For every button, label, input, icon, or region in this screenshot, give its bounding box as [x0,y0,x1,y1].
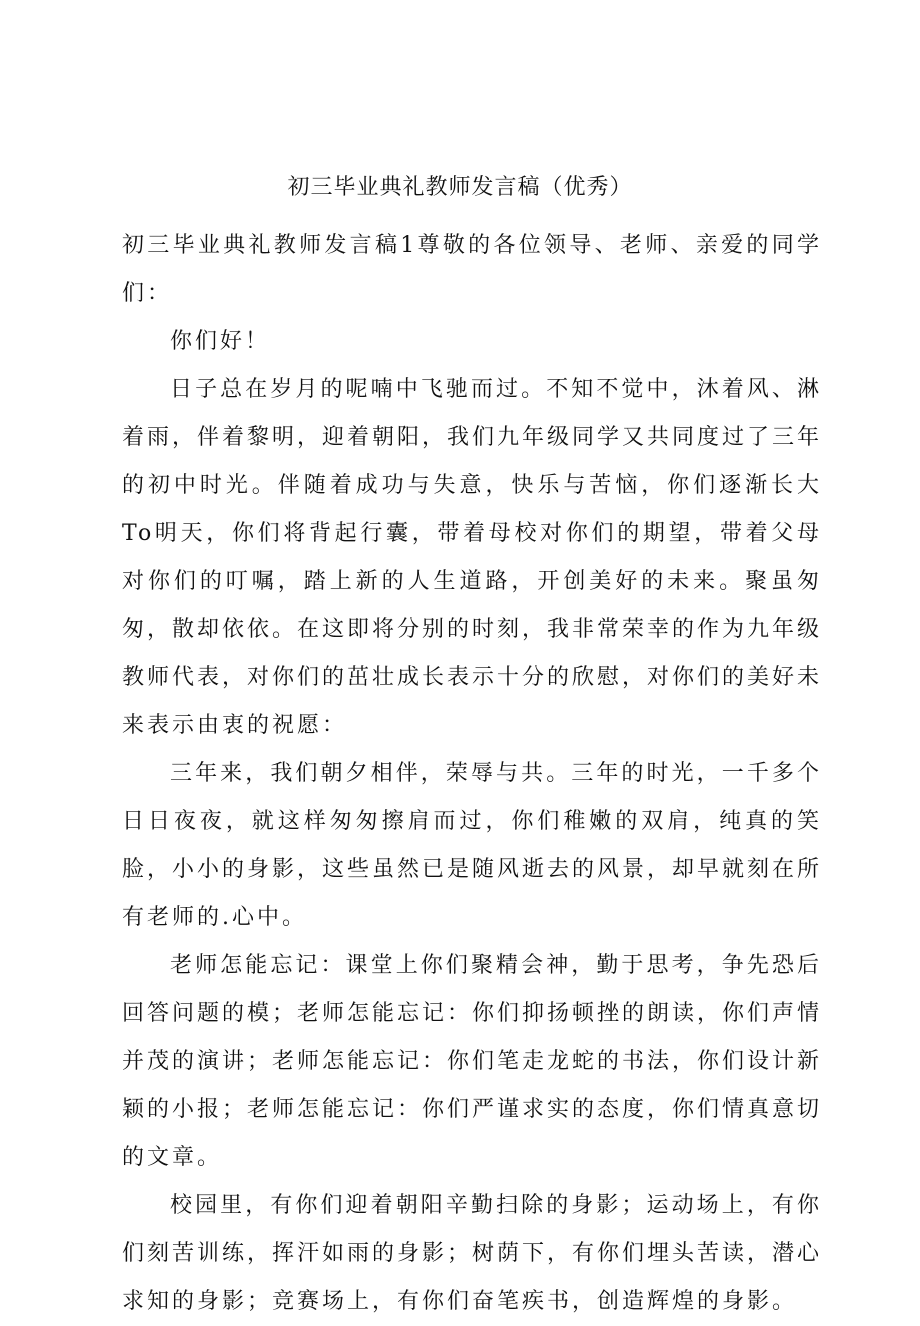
greeting-line: 你们好！ [170,329,271,354]
paragraph: 三年来，我们朝夕相伴，荣辱与共。三年的时光，一千多个日日夜夜，就这样匆匆擦肩而过，你们稚嫩的双肩，纯真的笑脸，小小的身影，这些虽然已是随风逝去的风景，却早就刻在所有老师的.心中。 [122,761,823,930]
paragraph: 日子总在岁月的呢喃中飞驰而过。不知不觉中，沐着风、淋着雨，伴着黎明，迎着朝阳，我们九年级同学又共同度过了三年的初中时光。伴随着成功与失意，快乐与苦恼，你们逐渐长大To明天，你们将背起行囊，带着母校对你们的期望，带着父母对你们的叮嘱，踏上新的人生道路，开创美好的未来。聚虽匆匆，散却依依。在这即将分别的时刻，我非常荣幸的作为九年级教师代表，对你们的茁壮成长表示十分的欣慰，对你们的美好未来表示由衷的祝愿： [122,377,823,738]
document-body [122,222,822,1326]
paragraph: 校园里，有你们迎着朝阳辛勤扫除的身影；运动场上，有你们刻苦训练，挥汗如雨的身影；树荫下，有你们埋头苦读，潜心求知的身影；竞赛场上，有你们奋笔疾书，创造辉煌的身影。 [122,1193,823,1314]
document-title: 初三毕业典礼教师发言稿（优秀） [287,175,633,200]
paragraph: 老师怎能忘记：课堂上你们聚精会神，勤于思考，争先恐后回答问题的模；老师怎能忘记：你们抑扬顿挫的朗读，你们声情并茂的演讲；老师怎能忘记：你们笔走龙蛇的书法，你们设计新颖的小报；老师怎能忘记：你们严谨求实的态度，你们情真意切的文章。 [122,953,823,1170]
intro-line: 初三毕业典礼教师发言稿1尊敬的各位领导、老师、亲爱的同学们： [122,233,822,306]
